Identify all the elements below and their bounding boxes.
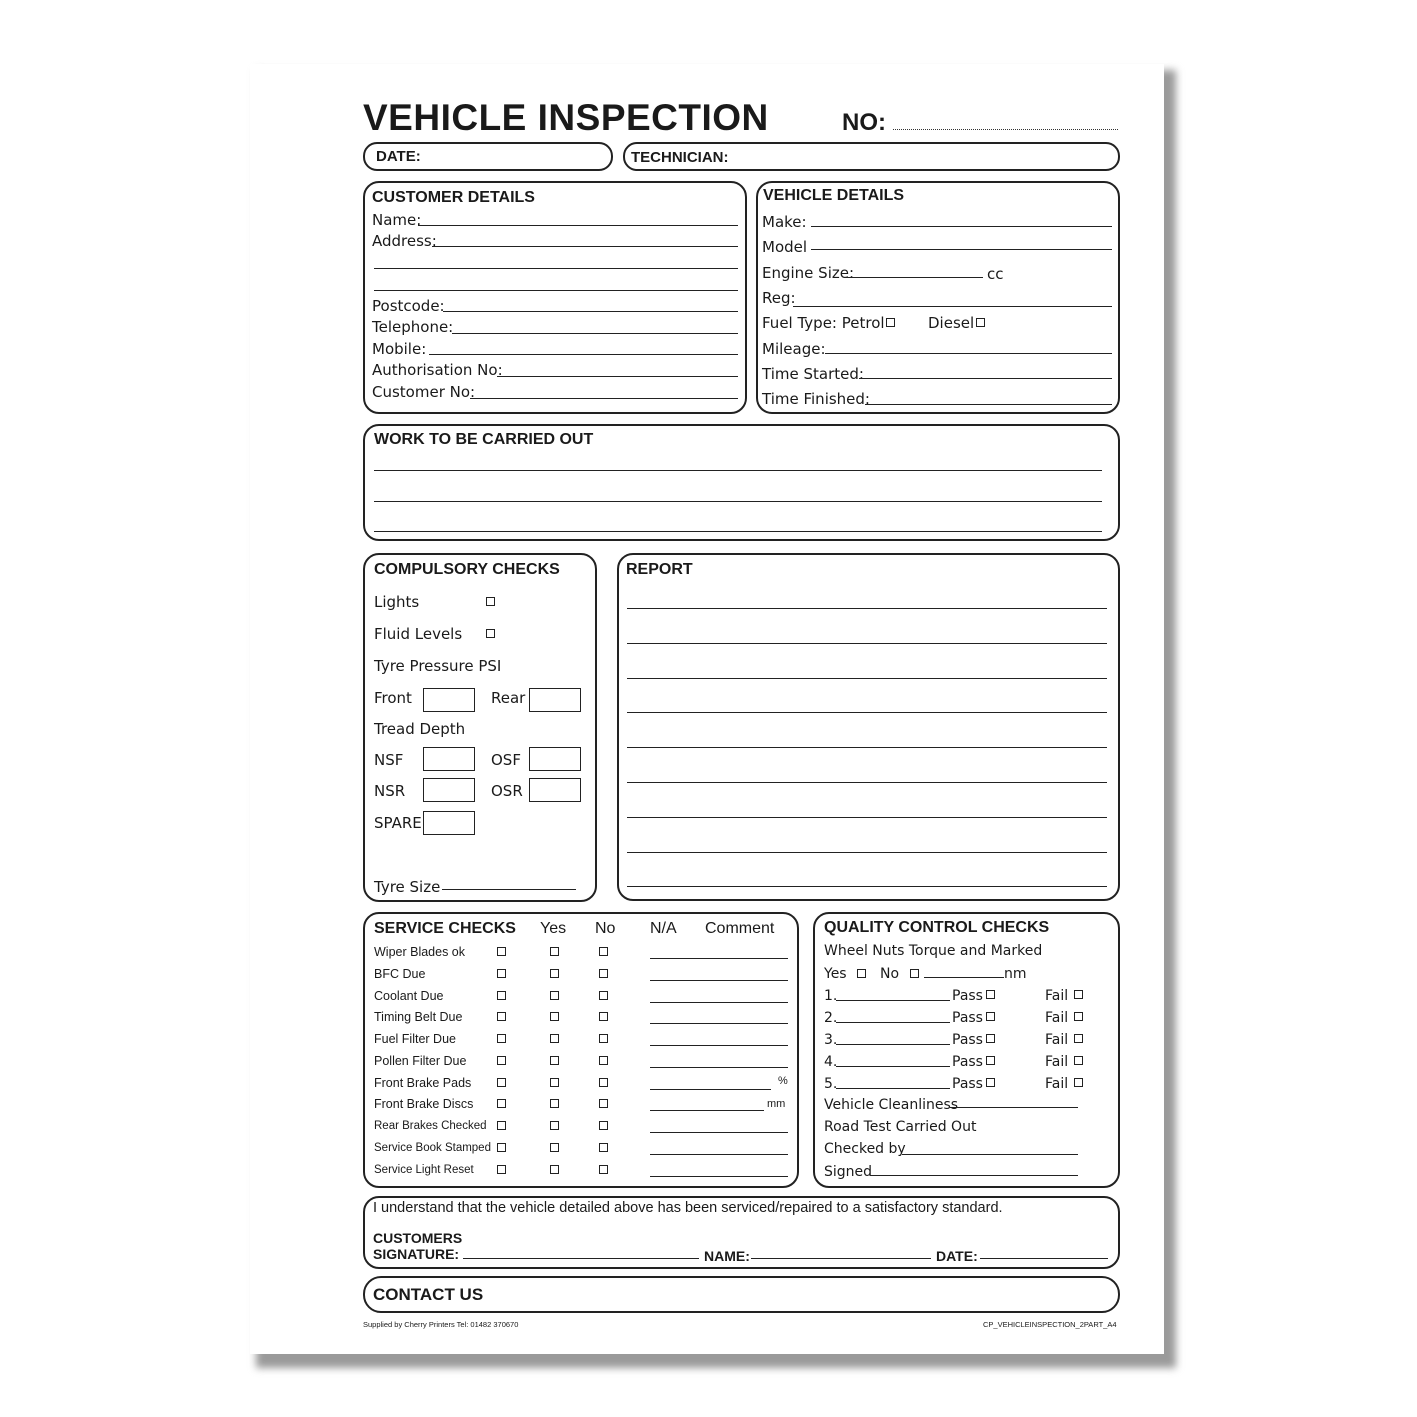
no-dotted-line[interactable] <box>893 129 1118 130</box>
mileage-label: Mileage: <box>762 340 826 358</box>
tyre-pressure-label: Tyre Pressure PSI <box>374 657 502 675</box>
model-label: Model <box>762 238 808 256</box>
rear-label: Rear <box>491 689 526 707</box>
lights-label: Lights <box>374 593 420 611</box>
report-line[interactable] <box>627 886 1107 887</box>
service-yes-checkbox[interactable] <box>497 1034 506 1043</box>
qc-fail-checkbox[interactable] <box>1074 1078 1083 1087</box>
service-na-checkbox[interactable] <box>599 1143 608 1152</box>
report-line[interactable] <box>627 643 1107 644</box>
front-label: Front <box>374 689 412 707</box>
technician-label: TECHNICIAN: <box>631 149 729 166</box>
postcode-label: Postcode: <box>372 297 445 315</box>
torque-value-line[interactable] <box>924 977 1004 978</box>
service-item-label: Rear Brakes Checked <box>374 1120 487 1132</box>
qc-row-line[interactable] <box>836 1000 950 1001</box>
report-line[interactable] <box>627 747 1107 748</box>
service-no-checkbox[interactable] <box>550 1056 559 1065</box>
service-yes-checkbox[interactable] <box>497 947 506 956</box>
checked-by-label: Checked by <box>824 1141 906 1157</box>
engine-size-line[interactable] <box>844 277 983 278</box>
qc-pass-checkbox[interactable] <box>986 990 995 999</box>
qc-fail-checkbox[interactable] <box>1074 1034 1083 1043</box>
qc-pass-label: Pass <box>952 1076 983 1092</box>
service-no-checkbox[interactable] <box>550 1078 559 1087</box>
qc-row-line[interactable] <box>836 1022 950 1023</box>
service-item-label: Pollen Filter Due <box>374 1054 467 1068</box>
date-label: DATE: <box>376 148 421 165</box>
make-line[interactable] <box>811 226 1112 227</box>
service-comment-line[interactable] <box>650 1089 771 1090</box>
qc-pass-label: Pass <box>952 1032 983 1048</box>
address-line-2[interactable] <box>374 268 738 269</box>
diesel-checkbox[interactable] <box>976 318 985 327</box>
service-na-checkbox[interactable] <box>599 1034 608 1043</box>
vehicle-details-heading: VEHICLE DETAILS <box>763 187 905 204</box>
tyre-size-line[interactable] <box>442 889 576 890</box>
no-label: NO: <box>842 109 886 136</box>
qc-row-line[interactable] <box>836 1088 950 1089</box>
service-comment-line[interactable] <box>650 1045 788 1046</box>
reg-label: Reg: <box>762 289 796 307</box>
authorisation-line[interactable] <box>497 376 738 377</box>
comment-column-header: Comment <box>705 920 775 937</box>
tyre-size-label: Tyre Size <box>374 878 441 896</box>
cleanliness-label: Vehicle Cleanliness <box>824 1097 959 1113</box>
service-item-label: Front Brake Discs <box>374 1097 474 1111</box>
time-finished-line[interactable] <box>865 404 1112 405</box>
service-checks-heading: SERVICE CHECKS <box>374 920 516 937</box>
diesel-label: Diesel <box>928 314 975 332</box>
qc-fail-label: Fail <box>1045 1032 1069 1048</box>
nm-unit: nm <box>1004 966 1027 982</box>
service-yes-checkbox[interactable] <box>497 969 506 978</box>
declaration-name-line[interactable] <box>751 1258 931 1259</box>
no-column-header: No <box>595 920 616 937</box>
report-line[interactable] <box>627 852 1107 853</box>
nsr-field[interactable] <box>423 778 475 802</box>
service-item-label: Coolant Due <box>374 989 444 1003</box>
compulsory-checks-heading: COMPULSORY CHECKS <box>374 561 560 578</box>
osr-field[interactable] <box>529 778 581 802</box>
qc-fail-checkbox[interactable] <box>1074 1056 1083 1065</box>
qc-fail-label: Fail <box>1045 1054 1069 1070</box>
fuel-type-label: Fuel Type: Petrol <box>762 314 885 332</box>
qc-fail-checkbox[interactable] <box>1074 1012 1083 1021</box>
qc-row-number: 5. <box>824 1076 838 1092</box>
address-label: Address: <box>372 232 437 250</box>
service-yes-checkbox[interactable] <box>497 1078 506 1087</box>
wheel-nuts-no-label: No <box>880 966 900 982</box>
service-comment-line[interactable] <box>650 1132 788 1133</box>
qc-pass-label: Pass <box>952 988 983 1004</box>
service-na-checkbox[interactable] <box>599 991 608 1000</box>
declaration-date-line[interactable] <box>980 1258 1108 1259</box>
front-pressure-field[interactable] <box>423 688 475 712</box>
wheel-nuts-yes-checkbox[interactable] <box>857 969 866 978</box>
customers-label: CUSTOMERS <box>373 1230 463 1246</box>
mileage-line[interactable] <box>825 353 1112 354</box>
checked-by-line[interactable] <box>902 1154 1078 1155</box>
service-no-checkbox[interactable] <box>550 991 559 1000</box>
service-no-checkbox[interactable] <box>550 1034 559 1043</box>
fluid-levels-label: Fluid Levels <box>374 625 463 643</box>
service-na-checkbox[interactable] <box>599 1078 608 1087</box>
report-section <box>617 553 1120 901</box>
work-line-2[interactable] <box>374 501 1102 502</box>
name-label: Name: <box>372 211 422 229</box>
form-code: CP_VEHICLEINSPECTION_2PART_A4 <box>983 1320 1117 1329</box>
report-line[interactable] <box>627 678 1107 679</box>
report-line[interactable] <box>627 608 1107 609</box>
service-item-label: Fuel Filter Due <box>374 1032 456 1046</box>
service-comment-line[interactable] <box>650 1110 764 1111</box>
service-comment-line[interactable] <box>650 1176 788 1177</box>
cc-unit: cc <box>987 265 1004 283</box>
report-line[interactable] <box>627 712 1107 713</box>
reg-line[interactable] <box>793 306 1112 307</box>
service-no-checkbox[interactable] <box>550 1012 559 1021</box>
mobile-label: Mobile: <box>372 340 427 358</box>
qc-fail-label: Fail <box>1045 988 1069 1004</box>
time-started-line[interactable] <box>859 378 1112 379</box>
telephone-label: Telephone: <box>372 318 454 336</box>
qc-pass-checkbox[interactable] <box>986 1034 995 1043</box>
service-yes-checkbox[interactable] <box>497 1143 506 1152</box>
cleanliness-line[interactable] <box>950 1107 1078 1108</box>
nsr-label: NSR <box>374 782 406 800</box>
qc-fail-label: Fail <box>1045 1010 1069 1026</box>
time-started-label: Time Started: <box>762 365 864 383</box>
service-no-checkbox[interactable] <box>550 1143 559 1152</box>
service-item-label: BFC Due <box>374 967 426 981</box>
address-line-3[interactable] <box>374 290 738 291</box>
customer-details-heading: CUSTOMER DETAILS <box>372 189 535 206</box>
service-no-checkbox[interactable] <box>550 1165 559 1174</box>
engine-size-label: Engine Size: <box>762 264 855 282</box>
discs-mm-unit: mm <box>767 1098 786 1110</box>
make-label: Make: <box>762 213 807 231</box>
qc-row-line[interactable] <box>836 1066 950 1067</box>
lights-checkbox[interactable] <box>486 597 495 606</box>
service-comment-line[interactable] <box>650 958 788 959</box>
qc-pass-label: Pass <box>952 1054 983 1070</box>
osr-label: OSR <box>491 782 523 800</box>
osf-label: OSF <box>491 751 521 769</box>
service-item-label: Service Light Reset <box>374 1164 474 1176</box>
address-line-1[interactable] <box>432 246 738 247</box>
declaration-statement: I understand that the vehicle detailed above has been serviced/repaired to a satisfactory standard. <box>373 1200 1003 1216</box>
signature-label: SIGNATURE: <box>373 1246 460 1262</box>
report-heading: REPORT <box>626 561 693 578</box>
service-item-label: Wiper Blades ok <box>374 945 466 959</box>
declaration-date-label: DATE: <box>936 1248 978 1264</box>
customer-no-label: Customer No: <box>372 383 476 401</box>
service-yes-checkbox[interactable] <box>497 1165 506 1174</box>
service-na-checkbox[interactable] <box>599 1056 608 1065</box>
service-item-label: Timing Belt Due <box>374 1010 463 1024</box>
postcode-line[interactable] <box>443 311 738 312</box>
osf-field[interactable] <box>529 747 581 771</box>
tread-depth-label: Tread Depth <box>374 720 466 738</box>
qc-pass-checkbox[interactable] <box>986 1012 995 1021</box>
mobile-line[interactable] <box>429 354 738 355</box>
road-test-label: Road Test Carried Out <box>824 1119 977 1135</box>
qc-pass-checkbox[interactable] <box>986 1078 995 1087</box>
service-comment-line[interactable] <box>650 1154 788 1155</box>
service-no-checkbox[interactable] <box>550 947 559 956</box>
pads-percent-unit: % <box>778 1075 788 1087</box>
service-na-checkbox[interactable] <box>599 1121 608 1130</box>
contact-label: CONTACT US <box>373 1285 484 1304</box>
wheel-nuts-no-checkbox[interactable] <box>910 969 919 978</box>
qc-pass-label: Pass <box>952 1010 983 1026</box>
service-item-label: Front Brake Pads <box>374 1076 472 1090</box>
supplier-note: Supplied by Cherry Printers Tel: 01482 370670 <box>363 1320 519 1329</box>
signed-label: Signed <box>824 1164 873 1180</box>
nsf-field[interactable] <box>423 747 475 771</box>
nsf-label: NSF <box>374 751 404 769</box>
qc-pass-checkbox[interactable] <box>986 1056 995 1065</box>
service-yes-checkbox[interactable] <box>497 1121 506 1130</box>
service-na-checkbox[interactable] <box>599 1012 608 1021</box>
service-item-label: Service Book Stamped <box>374 1142 491 1154</box>
service-na-checkbox[interactable] <box>599 1165 608 1174</box>
service-yes-checkbox[interactable] <box>497 1012 506 1021</box>
telephone-line[interactable] <box>452 333 738 334</box>
authorisation-label: Authorisation No: <box>372 361 503 379</box>
service-comment-line[interactable] <box>650 1002 788 1003</box>
customer-no-line[interactable] <box>470 398 738 399</box>
service-na-checkbox[interactable] <box>599 969 608 978</box>
signature-line[interactable] <box>463 1258 699 1259</box>
quality-control-heading: QUALITY CONTROL CHECKS <box>824 919 1050 936</box>
spare-label: SPARE <box>374 814 422 832</box>
qc-fail-checkbox[interactable] <box>1074 990 1083 999</box>
fluid-levels-checkbox[interactable] <box>486 629 495 638</box>
work-line-1[interactable] <box>374 470 1102 471</box>
name-line[interactable] <box>418 225 738 226</box>
service-comment-line[interactable] <box>650 1067 788 1068</box>
time-finished-label: Time Finished: <box>762 390 870 408</box>
rear-pressure-field[interactable] <box>529 688 581 712</box>
qc-row-number: 2. <box>824 1010 838 1026</box>
service-no-checkbox[interactable] <box>550 1099 559 1108</box>
qc-fail-label: Fail <box>1045 1076 1069 1092</box>
declaration-name-label: NAME: <box>704 1248 750 1264</box>
service-no-checkbox[interactable] <box>550 1121 559 1130</box>
report-line[interactable] <box>627 817 1107 818</box>
wheel-nuts-yes-label: Yes <box>824 966 847 982</box>
qc-row-number: 4. <box>824 1054 838 1070</box>
na-column-header: N/A <box>650 920 677 937</box>
petrol-checkbox[interactable] <box>886 318 895 327</box>
service-na-checkbox[interactable] <box>599 1099 608 1108</box>
qc-row-line[interactable] <box>836 1044 950 1045</box>
wheel-nuts-label: Wheel Nuts Torque and Marked <box>824 943 1043 959</box>
service-comment-line[interactable] <box>650 980 788 981</box>
service-na-checkbox[interactable] <box>599 947 608 956</box>
work-line-3[interactable] <box>374 531 1102 532</box>
service-yes-checkbox[interactable] <box>497 991 506 1000</box>
yes-column-header: Yes <box>540 920 567 937</box>
work-heading: WORK TO BE CARRIED OUT <box>374 431 594 448</box>
service-yes-checkbox[interactable] <box>497 1056 506 1065</box>
form-title: VEHICLE INSPECTION <box>363 97 769 138</box>
qc-row-number: 3. <box>824 1032 838 1048</box>
signed-line[interactable] <box>870 1175 1078 1176</box>
service-comment-line[interactable] <box>650 1023 788 1024</box>
report-line[interactable] <box>627 782 1107 783</box>
service-yes-checkbox[interactable] <box>497 1099 506 1108</box>
qc-row-number: 1. <box>824 988 838 1004</box>
spare-field[interactable] <box>423 811 475 835</box>
model-line[interactable] <box>811 249 1112 250</box>
service-no-checkbox[interactable] <box>550 969 559 978</box>
